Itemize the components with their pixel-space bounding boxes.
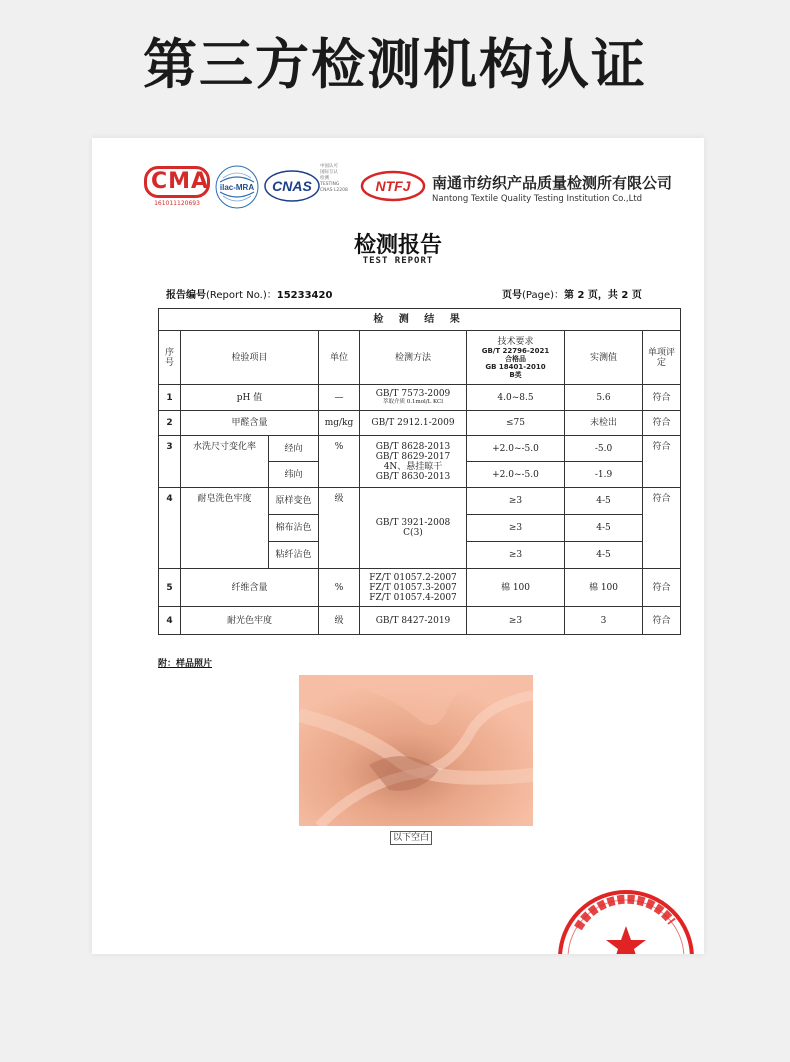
cnas-text: CNAS [272,178,312,194]
report-number-label-en: (Report No.)： [206,290,277,301]
table-row: 1 pH 值 — GB/T 7573-2009 萃取介质 0.1mol/L KCl 4.0~8.5 5.6 符合 [159,385,681,411]
institution-name-en: Nantong Textile Quality Testing Institution Co.,Ltd [432,194,643,204]
table-row: 粘纤沾色 ≥3 4-5 [159,542,681,569]
sample-photo [299,675,533,826]
official-seal [554,882,704,954]
cnas-accreditation-text: 中国认可 国际互认 检测 TESTING CNAS L2208 [320,164,348,193]
table-row: 2 甲醛含量 mg/kg GB/T 2912.1-2009 ≤75 未检出 符合 [159,411,681,436]
page-title: 第三方检测机构认证 [143,33,647,96]
table-title-row [159,309,681,331]
page-label-en: (Page)： [522,290,565,301]
header-verdict: 单项评定 [643,331,681,385]
report-document [92,138,704,954]
report-number-value: 15233420 [276,290,333,301]
cma-logo [144,166,210,207]
header-method: 检测方法 [360,331,467,385]
table-row: 4 耐皂洗色牢度 原样变色 级 GB/T 3921-2008 C(3) ≥3 4-5 符合 [159,488,681,515]
header-unit: 单位 [319,331,360,385]
blank-below-note: 以下空白 [390,831,432,845]
cma-number: 161011120693 [154,200,200,207]
report-page [502,286,642,301]
ntfj-logo [360,170,426,202]
ilac-text: ilac-MRA [219,183,255,192]
table-title: 检 测 结 果 [159,309,681,331]
ntfj-text: NTFJ [375,178,411,194]
cma-mark: CMA [144,166,210,198]
table-row: 5 纤维含量 % FZ/T 01057.2-2007 FZ/T 01057.3-2007 FZ/T 01057.4-2007 棉 100 棉 100 符合 [159,569,681,607]
header-requirement: 技术要求 GB/T 22796-2021 合格品 GB 18401-2010 B类 [467,331,565,385]
report-title: 检测报告 [353,233,442,258]
header-seq: 序号 [159,331,181,385]
table-row: 纬向 +2.0~-5.0 -1.9 [159,462,681,488]
table-row: 4 耐光色牢度 级 GB/T 8427-2019 ≥3 3 符合 [159,607,681,635]
appendix-label: 附：样品照片 [158,659,213,669]
results-table [158,308,681,635]
page-value: 第 2 页，共 2 页 [564,290,642,301]
header-item: 检验项目 [181,331,319,385]
table-header-row [159,331,681,385]
report-number-label: 报告编号 [166,290,206,301]
header-logos [142,164,682,212]
table-row: 棉布沾色 ≥3 4-5 [159,515,681,542]
report-number [166,286,332,301]
table-row: 3 水洗尺寸变化率 经向 % GB/T 8628-2013 GB/T 8629-2017 4N、悬挂晾干 GB/T 8630-2013 +2.0~-5.0 -5.0 符合 [159,436,681,462]
institution-name-cn: 南通市纺织产品质量检测所有限公司 [432,174,673,192]
report-subtitle: TEST REPORT [362,256,434,266]
header-measured: 实测值 [565,331,643,385]
ilac-mra-logo [214,164,260,210]
page-label: 页号 [502,290,522,301]
cnas-logo [264,166,320,206]
